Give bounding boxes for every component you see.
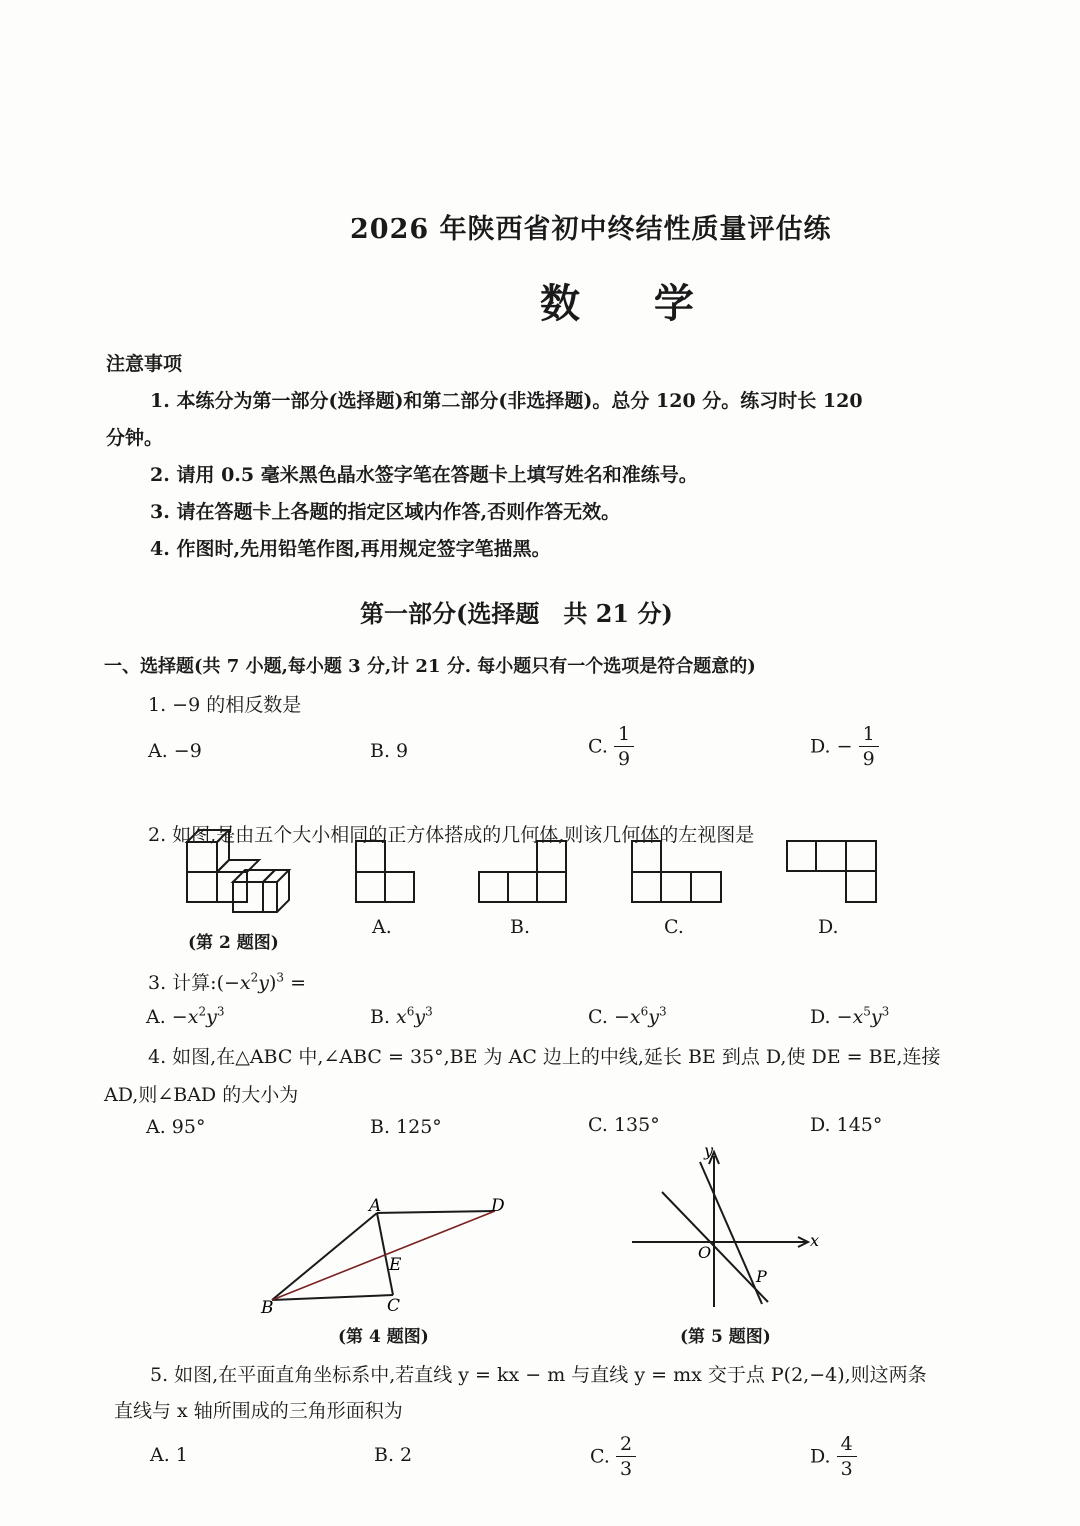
q5-option-c: [590, 1432, 636, 1481]
part1-heading: 第一部分(选择题 共 21 分): [360, 599, 673, 628]
q3-stem: [148, 968, 306, 995]
q4-triangle-figure: [255, 1195, 515, 1325]
q3-option-c: [588, 1006, 667, 1028]
q5-option-c-label: C.: [590, 1445, 610, 1468]
q4-stem-line2: AD,则∠BAD 的大小为: [104, 1084, 299, 1106]
q5-c-numerator: 2: [616, 1432, 636, 1457]
notice-item-3: 3. 请在答题卡上各题的指定区域内作答,否则作答无效。: [150, 501, 621, 523]
q3-stem-y: y: [258, 972, 269, 994]
q1-d-denominator: 9: [862, 748, 875, 770]
q4-option-b: B. 125°: [370, 1116, 442, 1138]
q5-d-numerator: 4: [837, 1432, 857, 1457]
q3-a-y: y: [206, 1006, 217, 1028]
q4-label-c: C: [387, 1296, 401, 1316]
q2-option-d: D.: [818, 916, 839, 938]
q2-option-a-view: [355, 840, 415, 904]
q2-option-a: A.: [372, 916, 392, 938]
q1-option-c-fraction: [614, 722, 634, 771]
q4-label-d: D: [491, 1196, 505, 1216]
q3-b-exp2: 3: [425, 1004, 433, 1019]
q5-label-x: x: [810, 1231, 820, 1250]
q1-option-c-label: C.: [588, 735, 608, 758]
q3-c-y: y: [648, 1006, 659, 1028]
q3-option-b: [370, 1006, 433, 1028]
q5-option-c-fraction: [616, 1432, 636, 1481]
q1-d-numerator: 1: [859, 722, 879, 747]
q2-option-b-view: [478, 840, 568, 904]
q1-option-d-label: D. −: [810, 735, 853, 758]
q4-label-e: E: [389, 1255, 402, 1275]
q3-b-exp1: 6: [406, 1004, 415, 1019]
notice-item-2: 2. 请用 0.5 毫米黑色晶水签字笔在答题卡上填写姓名和准练号。: [150, 464, 698, 486]
q3-b-x: x: [396, 1006, 407, 1028]
q1-c-numerator: 1: [614, 722, 634, 747]
q3-c-x: x: [629, 1006, 641, 1028]
q1-stem: 1. −9 的相反数是: [148, 694, 302, 716]
q5-stem-line1: 5. 如图,在平面直角坐标系中,若直线 y = kx − m 与直线 y = mx 交于点 P(2,−4),则这两条: [150, 1364, 927, 1386]
notice-item-4: 4. 作图时,先用铅笔作图,再用规定签字笔描黑。: [150, 538, 551, 560]
q1-option-a: A. −9: [148, 740, 202, 762]
q3-option-a: [146, 1006, 224, 1028]
q5-label-p: P: [756, 1267, 767, 1286]
q1-option-d-fraction: [859, 722, 879, 771]
subject-title: 数 学: [540, 280, 724, 327]
exam-title: 2026 年陕西省初中终结性质量评估练: [350, 214, 832, 245]
q2-option-c-view: [631, 840, 723, 904]
q2-cube-figure: [185, 826, 295, 918]
q3-c-exp2: 3: [658, 1004, 667, 1019]
q3-d-exp1: 5: [863, 1004, 871, 1019]
q3-a-exp1: 2: [198, 1004, 207, 1019]
q3-b-prefix: B.: [370, 1006, 397, 1028]
q2-figure-caption: (第 2 题图): [188, 933, 279, 953]
q4-stem-line1: 4. 如图,在△ABC 中,∠ABC = 35°,BE 为 AC 边上的中线,延长 BE 到点 D,使 DE = BE,连接: [148, 1046, 941, 1068]
q5-option-d: [810, 1432, 857, 1481]
q3-a-x: x: [187, 1006, 199, 1028]
q3-stem-exp2: 3: [276, 970, 285, 985]
q3-c-exp1: 6: [640, 1004, 649, 1019]
q4-option-c: C. 135°: [588, 1114, 660, 1136]
q5-option-b: B. 2: [374, 1444, 413, 1466]
q3-stem-exp1: 2: [250, 970, 259, 985]
q2-option-c: C.: [664, 916, 684, 938]
section-heading: 一、选择题(共 7 小题,每小题 3 分,计 21 分. 每小题只有一个选项是符合题意的): [104, 656, 756, 677]
q3-c-prefix: C. −: [588, 1006, 630, 1028]
q1-c-denominator: 9: [617, 748, 631, 770]
q5-label-y: y: [704, 1141, 714, 1160]
q3-d-y: y: [870, 1006, 882, 1028]
q3-d-prefix: D. −: [810, 1006, 853, 1028]
q4-option-d: D. 145°: [810, 1114, 883, 1136]
q3-d-x: x: [852, 1006, 864, 1028]
q5-option-d-fraction: [837, 1432, 857, 1481]
q3-a-exp2: 3: [216, 1004, 225, 1019]
q4-option-a: A. 95°: [146, 1116, 206, 1138]
q1-option-d: [810, 722, 879, 771]
q3-b-y: y: [414, 1006, 426, 1028]
q5-label-o: O: [698, 1243, 712, 1262]
q3-stem-prefix: 3. 计算:(−: [148, 972, 240, 994]
q5-stem-line2: 直线与 x 轴所围成的三角形面积为: [114, 1400, 403, 1422]
q5-figure-caption: (第 5 题图): [680, 1327, 771, 1347]
q3-option-d: [810, 1006, 889, 1028]
q5-option-a: A. 1: [150, 1444, 188, 1466]
q5-option-d-label: D.: [810, 1445, 831, 1468]
q4-label-a: A: [369, 1196, 382, 1216]
q2-option-d-view: [786, 840, 878, 904]
q3-stem-suffix: =: [284, 972, 307, 994]
q5-c-denominator: 3: [619, 1458, 633, 1480]
q5-coordinate-figure: [628, 1142, 828, 1312]
q5-d-denominator: 3: [840, 1458, 853, 1480]
q2-option-b: B.: [510, 916, 531, 938]
notice-item-1: 1. 本练分为第一部分(选择题)和第二部分(非选择题)。总分 120 分。练习时长 120: [150, 390, 863, 412]
q4-figure-caption: (第 4 题图): [338, 1327, 429, 1347]
q2-stem: 2. 如图,是由五个大小相同的正方体搭成的几何体,则该几何体的左视图是: [148, 824, 755, 846]
q3-a-prefix: A. −: [146, 1006, 188, 1028]
notice-heading: 注意事项: [106, 353, 183, 375]
q1-option-b: B. 9: [370, 740, 409, 762]
q3-stem-paren: ): [269, 972, 277, 994]
q1-option-c: [588, 722, 634, 771]
q4-label-b: B: [261, 1298, 274, 1318]
q3-stem-x: x: [239, 972, 251, 994]
q3-d-exp2: 3: [881, 1004, 890, 1019]
notice-item-1-cont: 分钟。: [106, 427, 164, 449]
